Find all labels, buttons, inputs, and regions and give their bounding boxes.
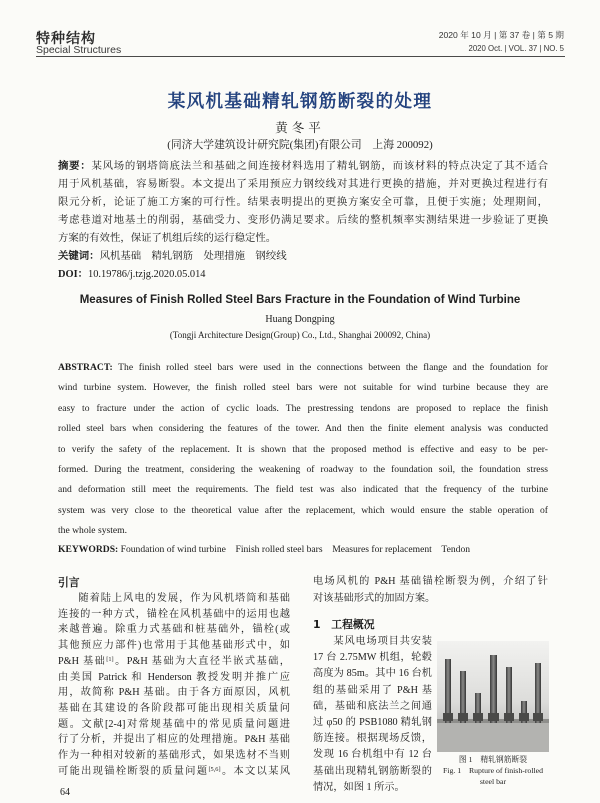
intro-text: P&H 基础 <box>58 655 107 667</box>
nut <box>458 713 468 721</box>
intro-heading: 引言 <box>58 576 80 589</box>
foundation-concrete <box>437 721 549 752</box>
issue-info-en: 2020 Oct. | VOL. 37 | NO. 5 <box>468 44 564 53</box>
abstract-en-line: easy to fracture under the action of cyclic loads. The prestressing tendons are proposed to replace the finish <box>58 402 548 414</box>
affiliation-cn: (同济大学建筑设计研究院(集团)有限公司 上海 200092) <box>167 139 433 151</box>
body-line: 高度为 85m。其中 16 台机 <box>313 668 432 680</box>
nut <box>519 713 529 721</box>
intro-line: 题。文献[2-4]对常规基础中的常见质量问题进 <box>58 718 290 730</box>
citation: [1] <box>106 655 114 663</box>
intro-text: 可能出现锚栓断裂的质量问题 <box>58 765 209 777</box>
keywords-cn <box>58 251 548 263</box>
paper-title-en: Measures of Finish Rolled Steel Bars Fracture in the Foundation of Wind Turbine <box>79 294 521 306</box>
intro-text: 。P&H 基础为大直径半嵌式基础， <box>113 655 290 667</box>
journal-name-cn: 特种结构 <box>36 31 96 47</box>
abstract-cn-label: 摘要： <box>58 161 92 172</box>
abstract-en-line: the whole system. <box>58 525 128 537</box>
abstract-cn-line: 考虑巷道对地基土的削弱，基础受力、变形仍满足要求。后续的整机频率实测结果进一步验证了更换 <box>58 215 548 226</box>
affiliation-en: (Tongji Architecture Design(Group) Co., Ltd., Shanghai 200092, China) <box>169 330 431 340</box>
intro-line: 随着陆上风电的发展，作为风机塔筒和基础 <box>78 593 290 604</box>
figure-1-photo <box>437 641 549 752</box>
abstract-en-line: system was very close to the theoretical value after the replacement, which would ensure the stable operation of <box>58 504 548 516</box>
body-line: 过 φ50 的 PSB1080 精轧钢 <box>313 717 432 728</box>
abstract-en-line: formed. During the treatment, considering the weakening of roadway to the foundation soil, the foundation stress <box>58 464 548 475</box>
keywords-cn-text: 风机基础 精轧钢筋 处理措施 钢绞线 <box>99 251 287 262</box>
author-en: Huang Dongping <box>265 314 335 325</box>
abstract-en-line: to verify the safety of the replacement. It is shown that the proposed method is effective and easy to be per- <box>58 443 548 455</box>
steel-bar <box>490 655 497 723</box>
citation: [5,6] <box>208 765 221 773</box>
intro-line: 作为一种相对较新的基础形式，如果选材不当则 <box>58 750 290 761</box>
abstract-cn-text: 某风场的钢塔筒底法兰和基础之间连接材料选用了精轧钢筋，而该材料的特点决定了其不适合 <box>91 161 549 172</box>
doi <box>58 269 548 281</box>
paper-title-cn: 某风机基础精轧钢筋断裂的处理 <box>167 92 433 112</box>
body-line: 筋连接。根据现场反馈， <box>313 733 432 745</box>
doi-label: DOI： <box>58 269 89 280</box>
body-line: 基础出现精轧钢筋断裂的 <box>313 765 432 777</box>
nut <box>504 713 514 721</box>
intro-line: 行了分析，并提出了相应的处理措施。P&H 基础 <box>58 734 290 746</box>
header-rule <box>36 56 565 57</box>
intro-line: 其他预应力部件)也常用于其他基础形式中，如 <box>58 640 290 652</box>
nut <box>443 713 453 721</box>
nut <box>533 713 543 721</box>
intro-line: 由美国 Patrick 和 Henderson 教授发明并推广应 <box>58 671 290 683</box>
body-line: 某风电场项目共安装 <box>333 636 432 647</box>
abstract-cn-line: 用于风机基础，容易断裂。本文提出了采用预应力钢绞线对其进行更换的措施，并对更换过程进行有 <box>58 179 548 190</box>
abstract-en-text: The finish rolled steel bars were used in the connections between the flange and the foundation for <box>112 362 548 373</box>
intro-line: 连接的一种方式，锚栓在风机基础中的运用也越 <box>58 608 290 620</box>
page-number: 64 <box>60 787 70 798</box>
intro-line: 来越普遍。除重力式基础和桩基础外，锚栓(或 <box>58 624 290 636</box>
body-line: 发现 16 台机组中有 12 台 <box>313 749 432 761</box>
intro-text: 。本文以某风 <box>220 765 291 777</box>
intro-line <box>58 766 290 778</box>
issue-info-cn: 2020 年 10 月 | 第 37 卷 | 第 5 期 <box>438 30 564 40</box>
keywords-cn-label: 关键词： <box>58 251 100 262</box>
abstract-en-line: wind turbine system. However, the finish rolled steel bars were not suitable for wind turbine because they are <box>58 382 548 394</box>
body-line: 17 台 2.75MW 机组，轮毂 <box>313 652 432 664</box>
author-cn: 黄冬平 <box>275 121 325 135</box>
figure-caption-en: steel bar <box>479 777 507 786</box>
abstract-en-line: rolled steel bars when considering the features of the tower. And then the finite element analysis was conducted <box>58 423 548 435</box>
body-line: 情况，如图 1 所示。 <box>313 781 405 793</box>
intro-line <box>58 656 290 668</box>
body-line: 对该基础形式的加固方案。 <box>313 593 436 604</box>
abstract-cn-line: 方案的有效性，保证了机组后续的运行稳定性。 <box>58 233 277 244</box>
figure-caption-en: Fig. 1 Rupture of finish-rolled <box>442 766 544 775</box>
abstract-en-label: ABSTRACT: <box>58 362 113 373</box>
journal-name-en: Special Structures <box>36 44 122 56</box>
body-line: 组的基础采用了 P&H 基 <box>313 684 432 696</box>
abstract-en-line <box>58 362 548 374</box>
figure-caption-cn: 图 1 精轧钢筋断裂 <box>458 755 528 764</box>
intro-line: 基础在其建设的各阶段都可能出现相关质量问 <box>58 702 290 714</box>
body-line: 电场风机的 P&H 基础锚栓断裂为例，介绍了针 <box>313 576 548 587</box>
abstract-cn-line: 限元分析，论证了施工方案的可行性。结果表明提出的更换方案安全可靠，且便于实施；处理期间， <box>58 197 548 208</box>
body-line: 础，基础和底法兰之间通 <box>313 700 432 712</box>
abstract-cn-line <box>58 161 548 173</box>
keywords-en-label: KEYWORDS: <box>58 544 119 555</box>
doi-text: 10.19786/j.tzjg.2020.05.014 <box>88 269 206 280</box>
keywords-en-text: Foundation of wind turbine Finish rolled steel bars Measures for replacement Tendon <box>118 544 471 555</box>
keywords-en <box>58 544 548 556</box>
nut <box>473 713 483 721</box>
nut <box>488 713 499 721</box>
intro-line: 用，故简称 P&H 基础。由于各方面原因，风机 <box>58 687 290 699</box>
section-heading: 1 工程概况 <box>313 618 375 631</box>
abstract-en-line: and deformation still meet the requirements. The field test was also indicated that the frequency of the turbine <box>58 484 548 496</box>
